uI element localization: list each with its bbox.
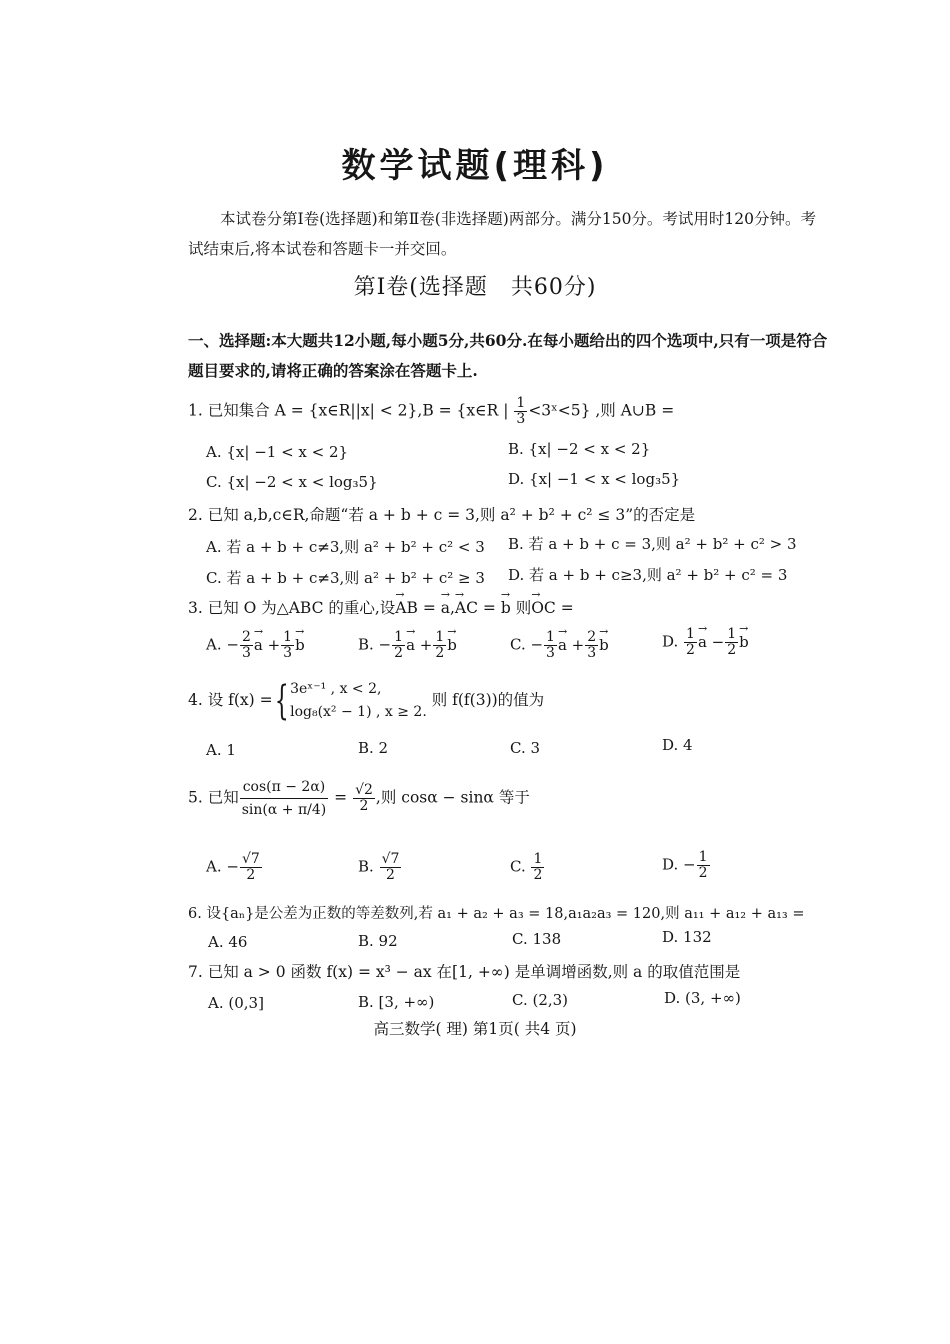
q3-a-frac1-den: 3 [241, 645, 251, 661]
q5-fraction [240, 776, 329, 821]
q5-c-frac [531, 852, 544, 883]
q3-d-frac2-den: 2 [727, 642, 737, 658]
q2-option-b: B. 若 a + b + c = 3,则 a² + b² + c² > 3 [508, 535, 797, 553]
q4-case-2: log₈(x² − 1) , x ≥ 2. [290, 704, 427, 720]
q3-c-frac1-den: 3 [546, 645, 555, 661]
q3-b-mid: → a + [406, 636, 432, 654]
q5-a-frac [240, 852, 262, 883]
q3-d-end: → b [739, 633, 749, 651]
q5-numerator: cos(π − 2α) [240, 776, 329, 799]
q7-option-a: A. (0,3] [208, 994, 264, 1012]
q3-d-frac1 [684, 627, 697, 658]
q3-vector-ab: → AB [395, 599, 418, 617]
q5-stem-b: ,则 cosα − sinα 等于 [375, 788, 530, 807]
q3-d-prefix: D. [662, 632, 684, 651]
q3-tail: = [555, 599, 574, 617]
q3-b-frac2-den: 2 [435, 645, 445, 661]
q3-b-frac1-num: 1 [394, 629, 404, 645]
q3-b-frac1-den: 2 [394, 645, 404, 661]
page-footer: 高三数学( 理) 第1页( 共4 页) [373, 1020, 577, 1038]
q1-frac-denominator: 3 [516, 411, 526, 427]
question-4-stem [188, 678, 544, 724]
q5-option-a [206, 852, 263, 883]
q1-frac-numerator: 1 [516, 395, 526, 411]
q3-vector-b: → b [501, 599, 511, 617]
q6-option-d: D. 132 [662, 928, 712, 946]
q3-eq1: = [417, 599, 441, 617]
q3-a-frac2 [281, 630, 294, 661]
q7-option-b: B. [3, +∞) [358, 993, 435, 1011]
q4-cases [290, 678, 427, 724]
q3-d-frac1-den: 2 [686, 642, 695, 658]
q3-c-frac2 [585, 630, 598, 661]
page-title: 数学试题(理科) [341, 146, 609, 186]
q5-option-c [510, 852, 545, 883]
q5-rhs [353, 783, 375, 814]
q3-a-prefix: A. − [206, 635, 239, 654]
q3-option-b [358, 630, 457, 661]
q3-option-a [206, 630, 305, 661]
q1-stem-b: <3ˣ<5} ,则 A∪B = [528, 401, 675, 420]
q3-d-frac1-num: 1 [686, 626, 695, 642]
q5-rhs-num: √2 [355, 782, 373, 798]
q4-brace-icon: { [274, 678, 289, 724]
q5-option-d [662, 850, 711, 881]
q4-stem-b: 则 f(f(3))的值为 [431, 691, 545, 709]
q4-option-b: B. 2 [358, 739, 389, 757]
q1-option-c: C. {x| −2 < x < log₃5} [206, 473, 378, 491]
q5-rhs-den: 2 [359, 798, 369, 814]
q3-b-frac2-num: 1 [435, 629, 445, 645]
q3-d-frac2 [725, 627, 738, 658]
q5-c-prefix: C. [510, 857, 531, 876]
q4-option-d: D. 4 [662, 736, 693, 754]
q5-c-num: 1 [533, 851, 543, 867]
q5-option-b [358, 852, 402, 883]
q5-d-den: 2 [698, 865, 708, 881]
exam-intro: 本试卷分第Ⅰ卷(选择题)和第Ⅱ卷(非选择题)两部分。满分150分。考试用时120分钟。考试结束后,将本试卷和答题卡一并交回。 [188, 210, 817, 258]
question-5-stem [188, 776, 530, 821]
q3-c-prefix: C. − [510, 635, 544, 654]
q3-a-end: → b [295, 636, 305, 654]
q4-option-a: A. 1 [206, 741, 236, 759]
q3-comma: , [449, 599, 455, 617]
q3-a-frac2-num: 1 [283, 629, 293, 645]
question-3-stem [188, 596, 574, 618]
q3-d-mid: → a − [698, 633, 724, 651]
q1-stem-a: 1. 已知集合 A = {x∈R||x| < 2},B = {x∈R | [188, 401, 514, 420]
q7-option-d: D. (3, +∞) [664, 989, 741, 1007]
q2-option-c: C. 若 a + b + c≠3,则 a² + b² + c² ≥ 3 [206, 569, 485, 587]
q2-option-d: D. 若 a + b + c≥3,则 a² + b² + c² = 3 [508, 566, 788, 584]
q5-a-num: √7 [241, 851, 260, 867]
question-7-stem: 7. 已知 a > 0 函数 f(x) = x³ − ax 在[1, +∞) 是单调增函数,则 a 的取值范围是 [188, 963, 741, 981]
q5-a-prefix: A. − [206, 857, 239, 876]
q3-vector-ac: → AC [455, 599, 478, 617]
q5-b-num: √7 [381, 851, 400, 867]
q5-d-prefix: D. − [662, 855, 696, 874]
q5-c-den: 2 [533, 867, 543, 883]
q3-b-frac1 [392, 630, 405, 661]
section-title: 第Ⅰ卷(选择题 共60分) [353, 275, 597, 300]
q3-a-frac1 [240, 630, 253, 661]
q5-d-frac [697, 850, 710, 881]
q5-d-num: 1 [698, 849, 708, 865]
q5-eq: = [329, 788, 353, 807]
q3-c-frac2-num: 2 [587, 629, 597, 645]
q5-b-prefix: B. [358, 857, 379, 876]
q6-option-c: C. 138 [512, 930, 562, 948]
q6-option-b: B. 92 [358, 932, 398, 950]
q3-d-frac2-num: 1 [727, 626, 737, 642]
q3-a-frac2-den: 3 [283, 645, 293, 661]
question-6-stem: 6. 设{aₙ}是公差为正数的等差数列,若 a₁ + a₂ + a₃ = 18,a₁a₂a₃ = 120,则 a₁₁ + a₁₂ + a₁₃ = [188, 906, 805, 922]
q3-eq2: = [477, 599, 501, 617]
q7-option-c: C. (2,3) [512, 991, 569, 1009]
q4-option-c: C. 3 [510, 739, 541, 757]
q3-vector-oc: → OC [531, 599, 556, 617]
q6-option-a: A. 46 [208, 933, 248, 951]
q3-a-mid: → a + [254, 636, 280, 654]
q3-a-frac1-num: 2 [241, 629, 251, 645]
q3-b-end: → b [447, 636, 457, 654]
question-2-stem: 2. 已知 a,b,c∈R,命题“若 a + b + c = 3,则 a² + b² + c² ≤ 3”的否定是 [188, 506, 696, 524]
q1-option-a: A. {x| −1 < x < 2} [206, 443, 349, 461]
q3-b-frac2 [433, 630, 446, 661]
q5-a-den: 2 [246, 867, 256, 883]
q1-option-b: B. {x| −2 < x < 2} [508, 440, 651, 458]
q3-stem-a: 3. 已知 O 为△ABC 的重心,设 [188, 599, 396, 617]
q3-then: 则 [510, 599, 532, 617]
q4-stem-a: 4. 设 f(x) = [188, 691, 273, 709]
q3-c-frac1 [544, 630, 557, 661]
q5-b-frac [380, 852, 402, 883]
q3-c-frac1-num: 1 [546, 629, 555, 645]
q1-fraction [514, 396, 527, 427]
q4-case-1: 3eˣ⁻¹ , x < 2, [290, 681, 382, 697]
q3-c-end: → b [599, 636, 609, 654]
q3-option-d [662, 627, 749, 658]
q3-b-prefix: B. − [358, 635, 392, 654]
q5-denominator: sin(α + π/4) [241, 802, 327, 818]
q3-option-c [510, 630, 609, 661]
q5-b-den: 2 [386, 867, 395, 883]
q3-vector-a: → a [441, 599, 450, 617]
question-1-stem [188, 396, 674, 427]
q5-stem-a: 5. 已知 [188, 788, 239, 807]
q1-option-d: D. {x| −1 < x < log₃5} [508, 470, 681, 488]
q3-c-frac2-den: 3 [587, 645, 597, 661]
part-instructions: 一、选择题:本大题共12小题,每小题5分,共60分.在每小题给出的四个选项中,只有一项是符合题目要求的,请将正确的答案涂在答题卡上. [188, 331, 828, 380]
q3-c-mid: → a + [558, 636, 584, 654]
q2-option-a: A. 若 a + b + c≠3,则 a² + b² + c² < 3 [206, 538, 485, 556]
